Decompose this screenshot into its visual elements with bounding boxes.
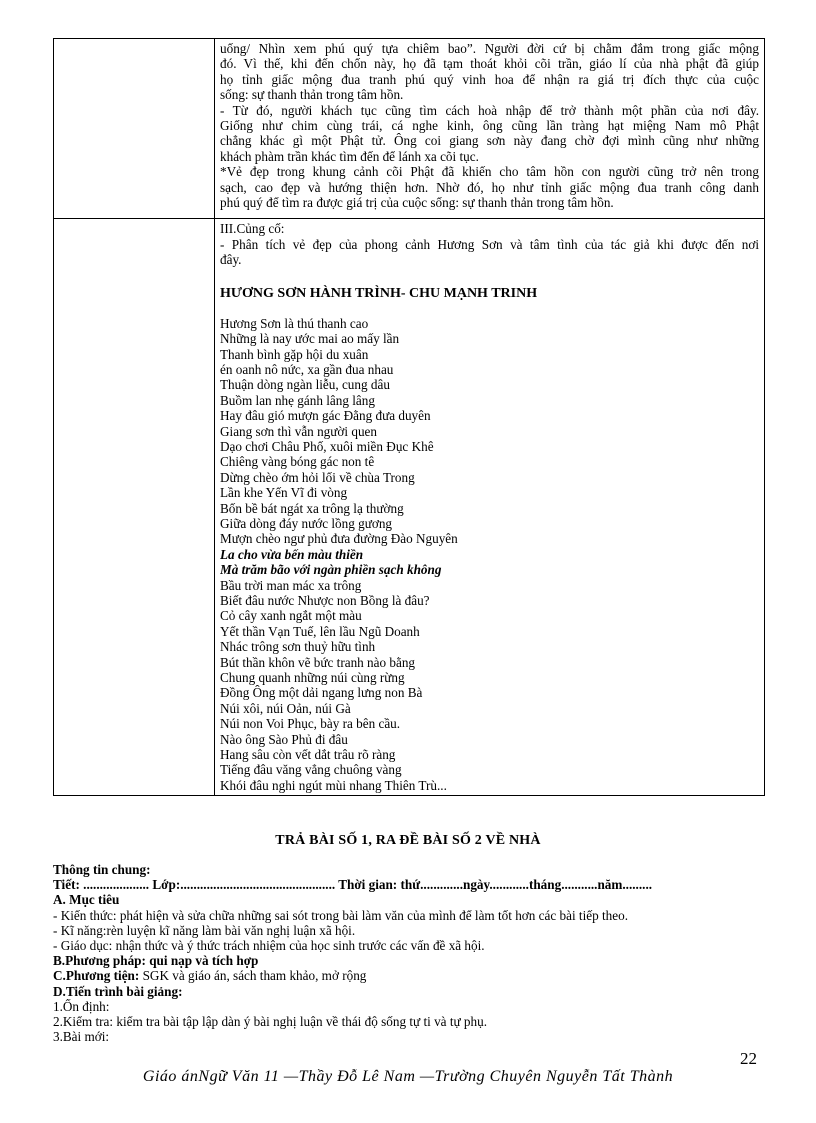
info-line: Tiết: .................... Lớp:............................................... Thời gian: thứ.............ngày............tháng...........năm.........: [53, 877, 653, 893]
poem-line: Chiêng vàng bóng gác non tê: [220, 454, 375, 470]
poem-line-emphasis: La cho vừa bến màu thiền: [220, 546, 364, 562]
poem-line: Núi xôi, núi Oản, núi Gà: [220, 700, 351, 716]
table-row: [54, 219, 765, 796]
text-line: - Phân tích vẻ đẹp của phong cảnh Hương Sơn và tâm tình của tác giả khi được đến nơi: [220, 236, 759, 252]
poem-line: Hay đâu gió mượn gác Đằng đưa duyên: [220, 408, 431, 424]
objectives-heading: A. Mục tiêu: [53, 892, 120, 908]
info-heading: Thông tin chung:: [53, 862, 151, 877]
table-cell-content: [215, 39, 765, 219]
objective-item: - Kiến thức: phát hiện và sửa chữa những sai sót trong bài làm văn của mình để làm tốt hơn các bài tiếp theo.: [53, 907, 628, 923]
poem-title: HƯƠNG SƠN HÀNH TRÌNH- CHU MẠNH TRINH: [220, 285, 538, 301]
text-line: họ tỉnh giấc mộng đua tranh phú quý vinh hoa để nhận ra giá trị đích thực của cuộc: [220, 71, 759, 87]
objective-item: - Giáo dục: nhận thức và ý thức trách nhiệm của học sinh trước các vấn đề xã hội.: [53, 938, 485, 954]
poem-line: Đồng Ông một dải ngang lưng non Bà: [220, 685, 423, 701]
text-line: sạch, cao đẹp và hướng thiện hơn. Nhờ đó, họ như tỉnh giấc mộng đua tranh công danh: [220, 179, 759, 195]
procedure-item: 1.Ổn định:: [53, 998, 110, 1014]
text-line: khách phàm trần khác tìm đến để lánh xa cõi tục.: [220, 148, 479, 164]
text-line: phú quý để tìm ra được giá trị của cuộc sống: sự thanh thản trong tâm hồn.: [220, 195, 614, 211]
table-cell-content: [215, 219, 765, 796]
poem-line: Nhác trông sơn thuỷ hữu tình: [220, 639, 376, 655]
poem-line: Cỏ cây xanh ngắt một màu: [220, 608, 362, 624]
table-cell-left: [54, 39, 215, 219]
text-line: chẳng khác gì một Phật tử. Ông coi giang sơn này đang chờ đợi mình cũng như những: [220, 133, 759, 149]
poem-line: Yết thần Vạn Tuế, lên lầu Ngũ Doanh: [220, 623, 420, 639]
poem-line: Giang sơn thì vẫn người quen: [220, 423, 377, 439]
text-line: sống: sự thanh thản trong tâm hồn.: [220, 87, 404, 103]
poem-line: Thuận dòng ngàn liễu, cung dâu: [220, 377, 390, 393]
text-line: III.Củng cố:: [220, 221, 285, 237]
page-number: 22: [740, 1049, 757, 1068]
objective-item: - Kĩ năng:rèn luyện kĩ năng làm bài văn nghị luận xã hội.: [53, 922, 356, 938]
poem-line: Lần khe Yến Vĩ đi vòng: [220, 485, 348, 501]
text-line: *Vẻ đẹp trong khung cảnh cõi Phật đã khiến cho tâm hồn con người cũng trở nên trong: [220, 164, 759, 180]
poem-line: Thanh bình gặp hội du xuân: [220, 346, 369, 362]
poem-line: Dạo chơi Châu Phố, xuôi miền Đục Khê: [220, 438, 434, 454]
poem-line: Hang sâu còn vết dắt trâu rõ ràng: [220, 747, 396, 763]
method-heading: B.Phương pháp: qui nạp và tích hợp: [53, 953, 259, 969]
poem-line: Dừng chèo ớm hỏi lối về chùa Trong: [220, 469, 415, 485]
section-title: TRẢ BÀI SỐ 1, RA ĐỀ BÀI SỐ 2 VỀ NHÀ: [275, 833, 541, 848]
lesson-table: [53, 38, 765, 796]
text-line: - Từ đó, người khách tục cũng tìm cách hoà nhập để trở thành một phần của nơi đây.: [220, 102, 759, 118]
text-line: uống/ Nhìn xem phú quý tựa chiêm bao”. Người đời cứ bị chằm đắm trong giấc mộng: [220, 41, 759, 56]
poem-line: Bút thần khôn vẽ bức tranh nào bằng: [220, 654, 416, 670]
table-cell-left: [54, 219, 215, 796]
poem-line: Mượn chèo ngư phủ đưa đường Đào Nguyên: [220, 531, 458, 547]
means-line: [53, 968, 765, 983]
poem-line: Buồm lan nhẹ gánh lâng lâng: [220, 392, 375, 408]
poem-line: Nào ông Sào Phủ đi đâu: [220, 731, 348, 747]
poem-line: Những là nay ước mai ao mấy lần: [220, 331, 400, 347]
text-line: Giống như chim cùng trái, cá nghe kinh, ông cũng lần tràng hạt miệng Nam mô Phật: [220, 118, 759, 134]
text-line: đó. Vì thế, khi đến chốn này, họ đã tạm thoát khỏi cõi trần, giáo lí của nhà phật đã giúp: [220, 56, 759, 72]
poem-line: Bốn bề bát ngát xa trông lạ thường: [220, 500, 404, 516]
poem-line: Hương Sơn là thú thanh cao: [220, 315, 369, 331]
means-heading: C.Phương tiện:: [53, 968, 140, 984]
poem-line: Núi non Voi Phục, bày ra bên cầu.: [220, 716, 401, 732]
poem-line: én oanh nô nức, xa gần đua nhau: [220, 361, 394, 377]
poem-line-emphasis: Mà trăm bão với ngàn phiền sạch không: [220, 562, 442, 578]
poem-line: Bầu trời man mác xa trông: [220, 577, 362, 593]
lesson-plan: [53, 862, 765, 1044]
poem-line: Biết đâu nước Nhược non Bồng là đâu?: [220, 593, 430, 608]
poem: [220, 316, 759, 794]
text-line: đây.: [220, 252, 242, 268]
poem-line: Tiếng đâu văng vẳng chuông vàng: [220, 762, 402, 778]
poem-line: Chung quanh những núi cùng rừng: [220, 670, 405, 686]
page-footer: Giáo ánNgữ Văn 11 —Thầy Đỗ Lê Nam —Trường Chuyên Nguyễn Tất Thành: [142, 1068, 674, 1085]
table-row: [54, 39, 765, 219]
poem-line: Giữa dòng đáy nước lồng gương: [220, 515, 393, 531]
poem-line: Khói đâu nghi ngút mùi nhang Thiên Trù...: [220, 777, 447, 793]
procedure-heading: D.Tiến trình bài giảng:: [53, 983, 183, 999]
procedure-item: 3.Bài mới:: [53, 1029, 110, 1045]
procedure-item: 2.Kiểm tra: kiểm tra bài tập lập dàn ý bài nghị luận về thái độ sống tự ti và tự phụ.: [53, 1014, 488, 1030]
means-text: SGK và giáo án, sách tham khảo, mở rộng: [139, 968, 367, 984]
